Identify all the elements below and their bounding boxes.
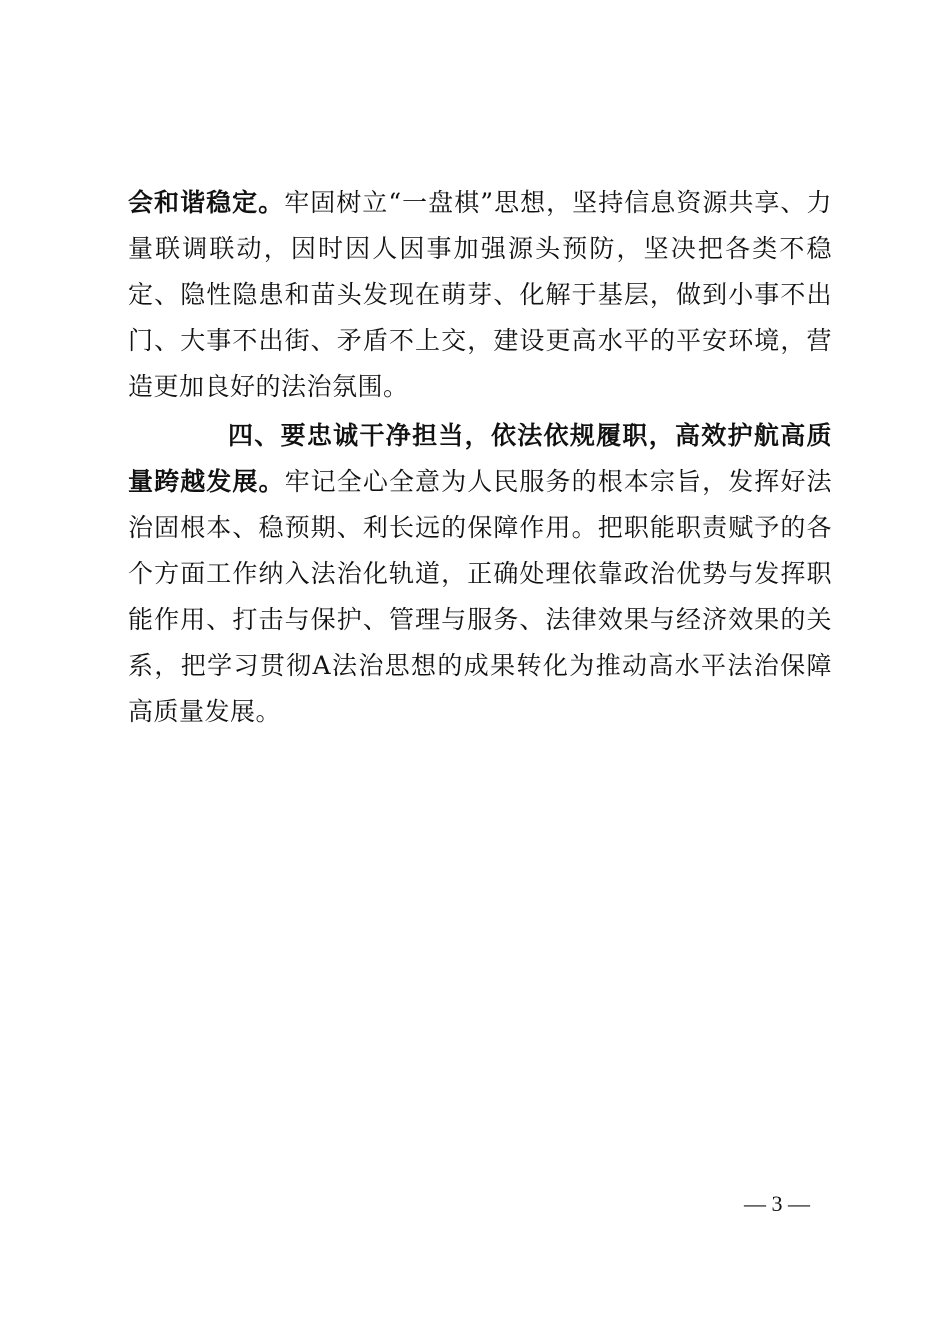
page-number: — 3 — xyxy=(744,1191,810,1216)
paragraph-lead-bold: 会和谐稳定。 xyxy=(128,188,285,217)
paragraph-social-stability xyxy=(128,180,832,410)
section-four-heading: 四、要忠诚干净担当，依法依规履职，高效护航高质量跨越发展。 xyxy=(128,421,832,496)
paragraph-section-four xyxy=(128,413,832,735)
section-four-body-text: 牢记全心全意为人民服务的根本宗旨，发挥好法治固根本、稳预期、利长远的保障作用。把职能职责赋予的各个方面工作纳入法治化轨道，正确处理依靠政治优势与发挥职能作用、打击与保护、管理与服务、法律效果与经济效果的关系，把学习贯彻A法治思想的成果转化为推动高水平法治保障高质量发展。 xyxy=(128,467,832,726)
paragraph-body-text: 牢固树立“一盘棋”思想，坚持信息资源共享、力量联调联动，因时因人因事加强源头预防，坚决把各类不稳定、隐性隐患和苗头发现在萌芽、化解于基层，做到小事不出门、大事不出街、矛盾不上交，建设更高水平的平安环境，营造更加良好的法治氛围。 xyxy=(128,188,832,401)
